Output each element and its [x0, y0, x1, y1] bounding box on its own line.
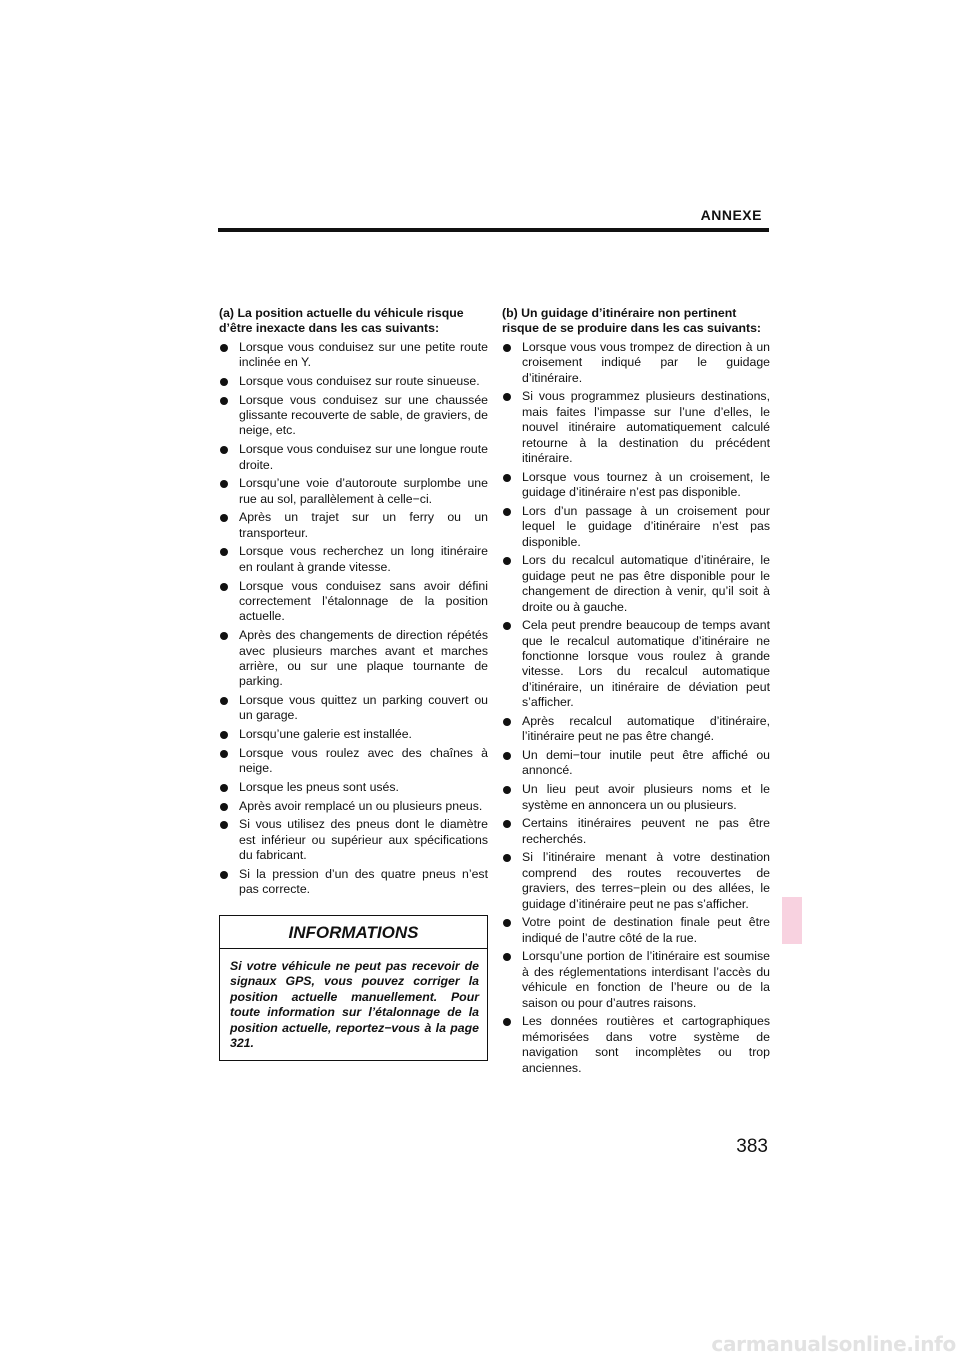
- list-item: Lorsque vous recherchez un long itinéraire en roulant à grande vitesse.: [219, 544, 488, 575]
- list-item: Lors d’un passage à un croisement pour lequel le guidage d’itinéraire n’est pas disponible.: [502, 504, 770, 550]
- list-item: Lorsque vous vous trompez de direction à un croisement indiqué par le guidage d’itinéraire.: [502, 340, 770, 386]
- list-item: Si vous programmez plusieurs destinations, mais faites l’impasse sur l’une d’elles, le nouvel itinéraire automatiquement calculé retourne à la destination du précédent itinéraire.: [502, 389, 770, 466]
- bullet-icon: [503, 474, 511, 482]
- bullet-icon: [503, 752, 511, 760]
- bullet-icon: [503, 393, 511, 401]
- list-item: Lorsque vous roulez avec des chaînes à neige.: [219, 746, 488, 777]
- bullet-icon: [220, 803, 228, 811]
- bullet-icon: [220, 750, 228, 758]
- list-item: Lorsque vous conduisez sur route sinueuse.: [219, 374, 488, 389]
- list-item: Lorsqu’une voie d’autoroute surplombe une rue au sol, parallèlement à celle−ci.: [219, 476, 488, 507]
- bullet-icon: [503, 718, 511, 726]
- bullet-icon: [220, 632, 228, 640]
- left-bullet-list: [219, 340, 488, 898]
- bullet-icon: [220, 548, 228, 556]
- bullet-icon: [220, 344, 228, 352]
- bullet-icon: [503, 508, 511, 516]
- bullet-icon: [503, 622, 511, 630]
- list-item: Lorsqu’une portion de l’itinéraire est soumise à des réglementations interdisant l’accès du véhicule en fonction de l’heure ou de la saison ou pour d’autres raisons.: [502, 949, 770, 1011]
- list-item: Après des changements de direction répétés avec plusieurs marches avant et marches arrière, ou sur une plaque tournante de parking.: [219, 628, 488, 690]
- bullet-icon: [220, 397, 228, 405]
- list-item: Un demi−tour inutile peut être affiché ou annoncé.: [502, 748, 770, 779]
- list-item: Lorsqu’une galerie est installée.: [219, 727, 488, 742]
- list-item: Lorsque vous conduisez sur une petite route inclinée en Y.: [219, 340, 488, 371]
- header-rule: [218, 228, 769, 232]
- bullet-icon: [503, 854, 511, 862]
- bullet-icon: [220, 446, 228, 454]
- list-item: Après un trajet sur un ferry ou un transporteur.: [219, 510, 488, 541]
- list-item: Lorsque vous quittez un parking couvert ou un garage.: [219, 693, 488, 724]
- list-item: Cela peut prendre beaucoup de temps avant que le recalcul automatique d’itinéraire ne fonctionne lorsque vous roulez à grande vitesse. Lors du recalcul automatique d’itinéraire, un itinéraire de déviation peut s’afficher.: [502, 618, 770, 710]
- bullet-icon: [503, 919, 511, 927]
- information-title: INFORMATIONS: [220, 916, 487, 949]
- bullet-icon: [503, 953, 511, 961]
- bullet-icon: [220, 784, 228, 792]
- list-item: Si la pression d’un des quatre pneus n’est pas correcte.: [219, 867, 488, 898]
- left-heading: (a) La position actuelle du véhicule risque d’être inexacte dans les cas suivants:: [219, 306, 464, 336]
- page-number: 383: [736, 1136, 768, 1157]
- bullet-icon: [503, 557, 511, 565]
- right-column: [502, 306, 770, 1079]
- watermark: carmanualsonline.info: [711, 1332, 956, 1356]
- left-column: [219, 306, 488, 1061]
- list-item: Lorsque vous tournez à un croisement, le guidage d’itinéraire n’est pas disponible.: [502, 470, 770, 501]
- list-item: Lorsque vous conduisez sur une chaussée glissante recouverte de sable, de graviers, de neige, etc.: [219, 393, 488, 439]
- information-box: [219, 915, 488, 1061]
- list-item: Certains itinéraires peuvent ne pas être recherchés.: [502, 816, 770, 847]
- bullet-icon: [503, 820, 511, 828]
- section-title: ANNEXE: [700, 207, 762, 223]
- list-item: Lorsque les pneus sont usés.: [219, 780, 488, 795]
- bullet-icon: [220, 871, 228, 879]
- bullet-icon: [220, 378, 228, 386]
- bullet-icon: [503, 344, 511, 352]
- list-item: Lors du recalcul automatique d’itinéraire, le guidage peut ne pas être disponible pour le changement de direction à venir, qu’il soit à droite ou à gauche.: [502, 553, 770, 615]
- list-item: Si l’itinéraire menant à votre destination comprend des routes recouvertes de graviers, des terres−plein ou des allées, le guidage d’itinéraire peut ne pas s’afficher.: [502, 850, 770, 912]
- list-item: Lorsque vous conduisez sur une longue route droite.: [219, 442, 488, 473]
- list-item: Si vous utilisez des pneus dont le diamètre est inférieur ou supérieur aux spécifications du fabricant.: [219, 817, 488, 863]
- right-heading: (b) Un guidage d’itinéraire non pertinent risque de se produire dans les cas suivants:: [502, 306, 762, 336]
- section-tab-marker: [782, 897, 802, 944]
- list-item: Lorsque vous conduisez sans avoir défini correctement l’étalonnage de la position actuelle.: [219, 579, 488, 625]
- bullet-icon: [220, 514, 228, 522]
- list-item: Votre point de destination finale peut être indiqué de l’autre côté de la rue.: [502, 915, 770, 946]
- bullet-icon: [220, 821, 228, 829]
- list-item: Un lieu peut avoir plusieurs noms et le système en annoncera un ou plusieurs.: [502, 782, 770, 813]
- bullet-icon: [220, 583, 228, 591]
- list-item: Après avoir remplacé un ou plusieurs pneus.: [219, 799, 488, 814]
- bullet-icon: [220, 731, 228, 739]
- bullet-icon: [503, 1018, 511, 1026]
- list-item: Après recalcul automatique d’itinéraire, l’itinéraire peut ne pas être changé.: [502, 714, 770, 745]
- bullet-icon: [503, 786, 511, 794]
- bullet-icon: [220, 480, 228, 488]
- right-bullet-list: [502, 340, 770, 1076]
- list-item: Les données routières et cartographiques mémorisées dans votre système de navigation sont incomplètes ou trop anciennes.: [502, 1014, 770, 1076]
- bullet-icon: [220, 697, 228, 705]
- information-text: Si votre véhicule ne peut pas recevoir de signaux GPS, vous pouvez corriger la position actuelle manuellement. Pour toute information sur l’étalonnage de la position actuelle, reportez−vous à la page 321.: [230, 959, 479, 1051]
